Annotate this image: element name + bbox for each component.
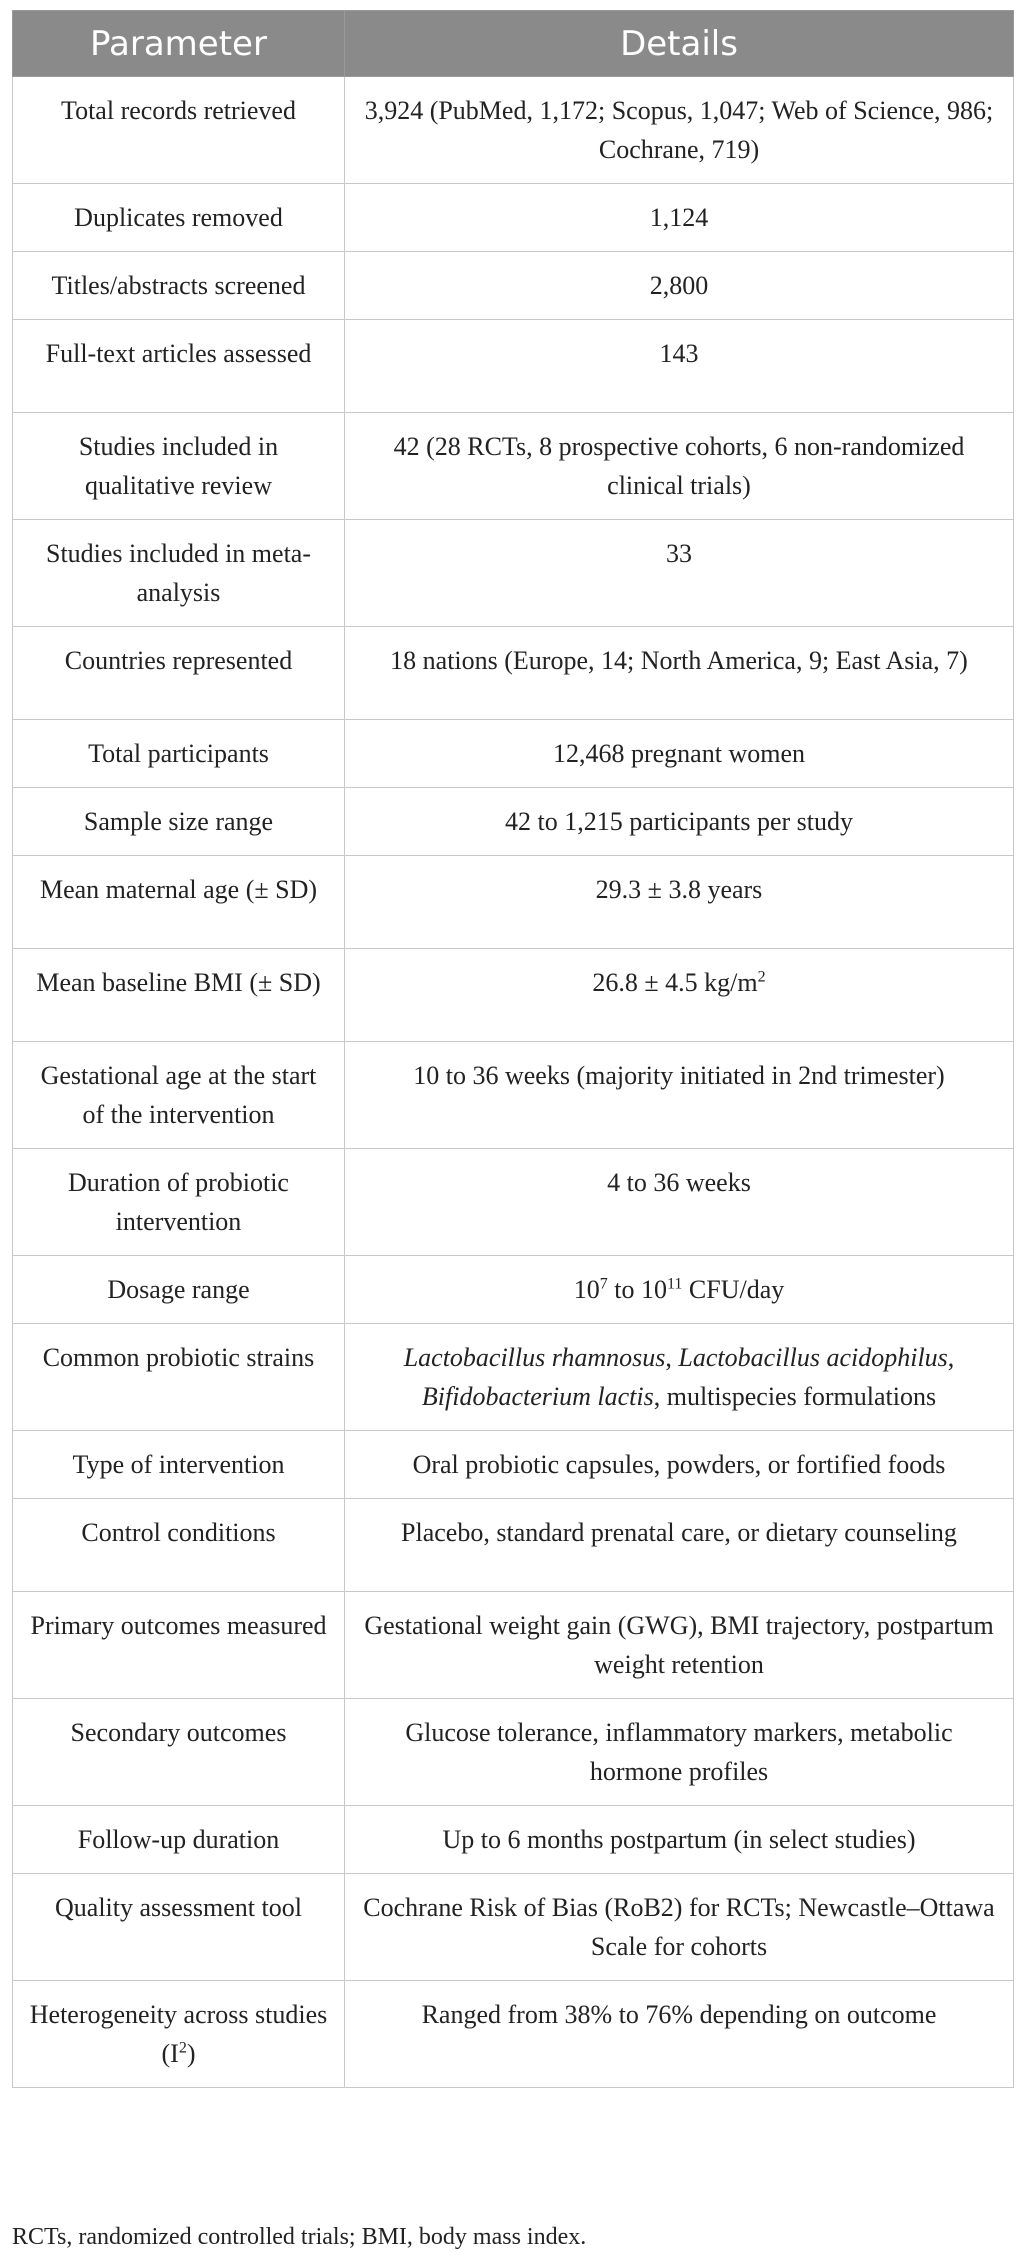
details-cell: 12,468 pregnant women [345,720,1014,788]
details-cell: 1,124 [345,184,1014,252]
parameter-cell: Common probiotic strains [13,1324,345,1431]
details-cell: Gestational weight gain (GWG), BMI trajectory, postpartum weight retention [345,1592,1014,1699]
details-cell: 4 to 36 weeks [345,1149,1014,1256]
study-characteristics-table [12,10,1014,2088]
table-row [13,720,1014,788]
parameter-cell: Mean baseline BMI (± SD) [13,949,345,1042]
table-row [13,856,1014,949]
table-row [13,1981,1014,2088]
table-row [13,627,1014,720]
dosage-to: to 10 [607,1275,667,1304]
parameter-cell: Follow-up duration [13,1806,345,1874]
parameter-cell: Sample size range [13,788,345,856]
strain-name: Lactobacillus rhamnosus [403,1343,666,1372]
details-cell: Oral probiotic capsules, powders, or fortified foods [345,1431,1014,1499]
heterogeneity-close: ) [186,2039,196,2068]
details-cell: Cochrane Risk of Bias (RoB2) for RCTs; Newcastle–Ottawa Scale for cohorts [345,1874,1014,1981]
table-row [13,1806,1014,1874]
strain-tail: , multispecies formulations [653,1382,937,1411]
details-cell: Placebo, standard prenatal care, or dietary counseling [345,1499,1014,1592]
bmi-unit-superscript: 2 [757,968,766,986]
table-row [13,1149,1014,1256]
table-row [13,184,1014,252]
table-row [13,788,1014,856]
bmi-value: 26.8 ± 4.5 kg/m [592,968,758,997]
table-row [13,949,1014,1042]
parameter-cell: Total records retrieved [13,77,345,184]
parameter-cell: Quality assessment tool [13,1874,345,1981]
details-cell: Ranged from 38% to 76% depending on outcome [345,1981,1014,2088]
details-cell: 42 (28 RCTs, 8 prospective cohorts, 6 non-randomized clinical trials) [345,413,1014,520]
column-header-details: Details [345,11,1014,77]
parameter-cell: Mean maternal age (± SD) [13,856,345,949]
table-row [13,1592,1014,1699]
table-row [13,413,1014,520]
table-footnote: RCTs, randomized controlled trials; BMI, body mass index. [12,2224,587,2250]
table-row [13,320,1014,413]
table-header-row [13,11,1014,77]
table-row [13,1699,1014,1806]
details-cell: 3,924 (PubMed, 1,172; Scopus, 1,047; Web of Science, 986; Cochrane, 719) [345,77,1014,184]
parameter-cell: Secondary outcomes [13,1699,345,1806]
dosage-low-exponent: 7 [599,1275,608,1293]
details-cell: Glucose tolerance, inflammatory markers, metabolic hormone profiles [345,1699,1014,1806]
details-cell: 42 to 1,215 participants per study [345,788,1014,856]
table-row [13,1324,1014,1431]
details-cell [345,1256,1014,1324]
details-cell: 10 to 36 weeks (majority initiated in 2nd trimester) [345,1042,1014,1149]
table-row [13,77,1014,184]
table-row [13,520,1014,627]
table-row [13,1431,1014,1499]
details-cell: 2,800 [345,252,1014,320]
parameter-cell: Gestational age at the start of the intervention [13,1042,345,1149]
heterogeneity-label: Heterogeneity across studies (I [29,2000,328,2068]
parameter-cell: Studies included in meta-analysis [13,520,345,627]
dosage-unit: CFU/day [682,1275,785,1304]
table-row [13,1042,1014,1149]
details-cell: Lactobacillus rhamnosus, Lactobacillus acidophilus, Bifidobacterium lactis, multispecies formulations [345,1324,1014,1431]
table-row [13,252,1014,320]
parameter-cell: Duplicates removed [13,184,345,252]
parameter-cell: Total participants [13,720,345,788]
table-wrapper [12,10,1013,2088]
parameter-cell: Primary outcomes measured [13,1592,345,1699]
parameter-cell [13,1981,345,2088]
parameter-cell: Studies included in qualitative review [13,413,345,520]
parameter-cell: Full-text articles assessed [13,320,345,413]
dosage-low: 10 [573,1275,600,1304]
details-cell: 143 [345,320,1014,413]
parameter-cell: Countries represented [13,627,345,720]
details-cell: 33 [345,520,1014,627]
parameter-cell: Titles/abstracts screened [13,252,345,320]
table-row [13,1499,1014,1592]
parameter-cell: Control conditions [13,1499,345,1592]
table-row [13,1256,1014,1324]
column-header-parameter: Parameter [13,11,345,77]
details-cell [345,949,1014,1042]
parameter-cell: Type of intervention [13,1431,345,1499]
table-row [13,1874,1014,1981]
strain-name: Bifidobacterium lactis [421,1382,654,1411]
strain-name: Lactobacillus acidophilus [678,1343,948,1372]
details-cell: Up to 6 months postpartum (in select studies) [345,1806,1014,1874]
parameter-cell: Duration of probiotic intervention [13,1149,345,1256]
dosage-high-exponent: 11 [666,1275,683,1293]
parameter-cell: Dosage range [13,1256,345,1324]
details-cell: 29.3 ± 3.8 years [345,856,1014,949]
details-cell: 18 nations (Europe, 14; North America, 9; East Asia, 7) [345,627,1014,720]
heterogeneity-superscript: 2 [178,2039,187,2057]
